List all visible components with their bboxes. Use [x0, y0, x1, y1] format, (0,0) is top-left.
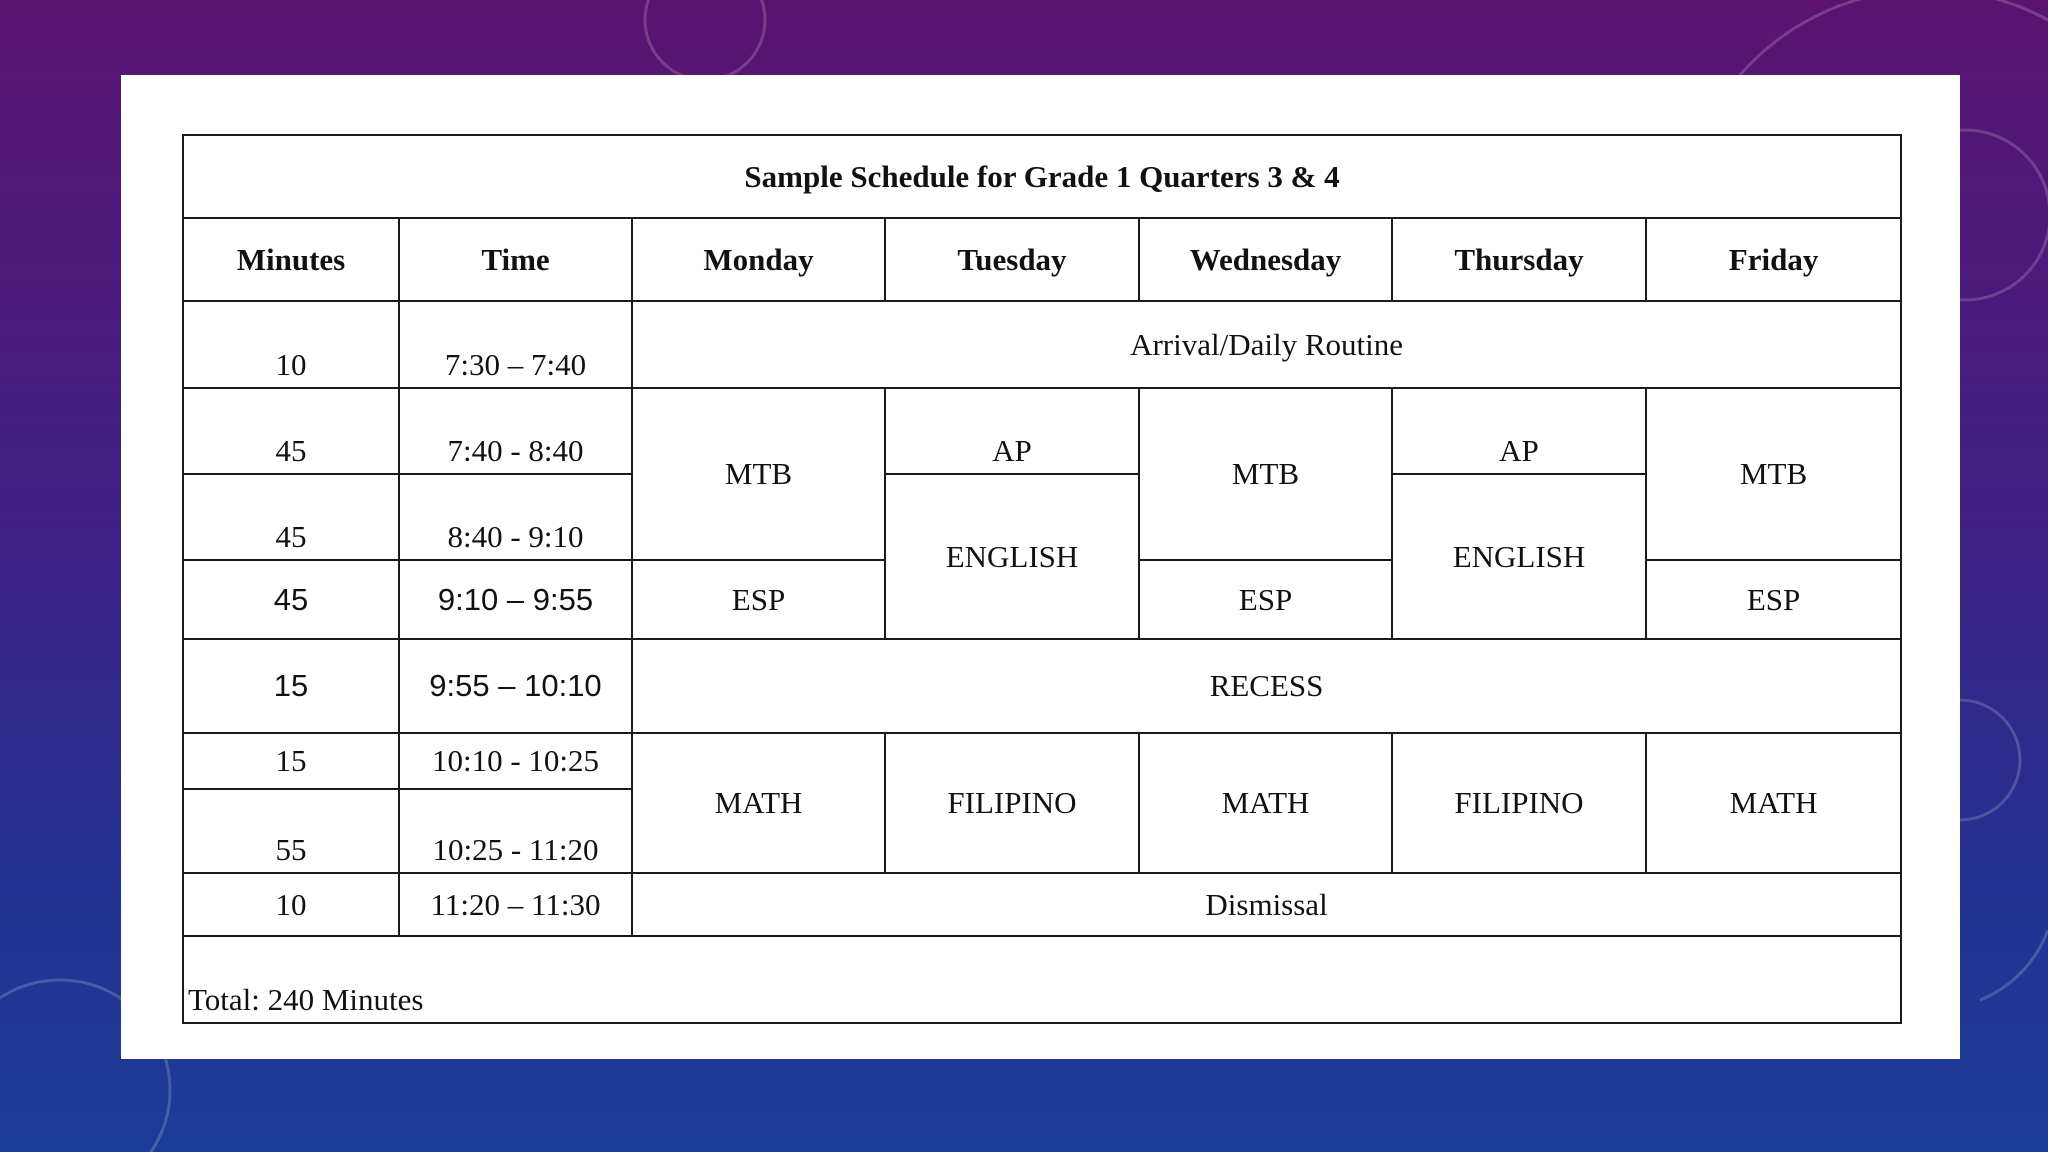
thursday-ap-cell: AP — [1392, 388, 1646, 474]
tuesday-filipino-cell: FILIPINO — [885, 733, 1139, 873]
minutes-cell: 15 — [183, 639, 399, 733]
header-tuesday: Tuesday — [885, 218, 1139, 301]
header-friday: Friday — [1646, 218, 1901, 301]
wednesday-esp-cell: ESP — [1139, 560, 1392, 639]
table-row — [183, 301, 1901, 388]
arrival-cell: Arrival/Daily Routine — [632, 301, 1901, 388]
table-row — [183, 474, 1901, 560]
minutes-cell: 15 — [183, 733, 399, 789]
friday-esp-cell: ESP — [1646, 560, 1901, 639]
header-monday: Monday — [632, 218, 885, 301]
friday-math-cell: MATH — [1646, 733, 1901, 873]
minutes-cell: 45 — [183, 388, 399, 474]
minutes-cell: 45 — [183, 560, 399, 639]
monday-math-cell: MATH — [632, 733, 885, 873]
dismissal-cell: Dismissal — [632, 873, 1901, 936]
thursday-filipino-cell: FILIPINO — [1392, 733, 1646, 873]
header-row — [183, 218, 1901, 301]
time-cell: 10:10 - 10:25 — [399, 733, 632, 789]
minutes-cell: 10 — [183, 301, 399, 388]
table-row — [183, 388, 1901, 474]
tuesday-english-cell: ENGLISH — [885, 474, 1139, 639]
time-cell: 7:30 – 7:40 — [399, 301, 632, 388]
time-cell: 9:55 – 10:10 — [399, 639, 632, 733]
recess-cell: RECESS — [632, 639, 1901, 733]
header-wednesday: Wednesday — [1139, 218, 1392, 301]
time-cell: 11:20 – 11:30 — [399, 873, 632, 936]
table-row — [183, 639, 1901, 733]
header-time: Time — [399, 218, 632, 301]
time-cell: 8:40 - 9:10 — [399, 474, 632, 560]
minutes-cell: 55 — [183, 789, 399, 873]
total-minutes: Total: 240 Minutes — [183, 936, 1901, 1023]
wednesday-math-cell: MATH — [1139, 733, 1392, 873]
time-cell: 9:10 – 9:55 — [399, 560, 632, 639]
friday-mtb-cell: MTB — [1646, 388, 1901, 560]
time-cell: 10:25 - 11:20 — [399, 789, 632, 873]
minutes-cell: 10 — [183, 873, 399, 936]
thursday-english-cell: ENGLISH — [1392, 474, 1646, 639]
table-row — [183, 936, 1901, 1023]
tuesday-ap-cell: AP — [885, 388, 1139, 474]
schedule-table — [182, 134, 1902, 1024]
minutes-cell: 45 — [183, 474, 399, 560]
header-minutes: Minutes — [183, 218, 399, 301]
table-row — [183, 733, 1901, 789]
time-cell: 7:40 - 8:40 — [399, 388, 632, 474]
monday-mtb-cell: MTB — [632, 388, 885, 560]
monday-esp-cell: ESP — [632, 560, 885, 639]
slide-content-card — [121, 75, 1960, 1059]
table-row — [183, 873, 1901, 936]
table-title: Sample Schedule for Grade 1 Quarters 3 & 4 — [183, 135, 1901, 218]
header-thursday: Thursday — [1392, 218, 1646, 301]
wednesday-mtb-cell: MTB — [1139, 388, 1392, 560]
